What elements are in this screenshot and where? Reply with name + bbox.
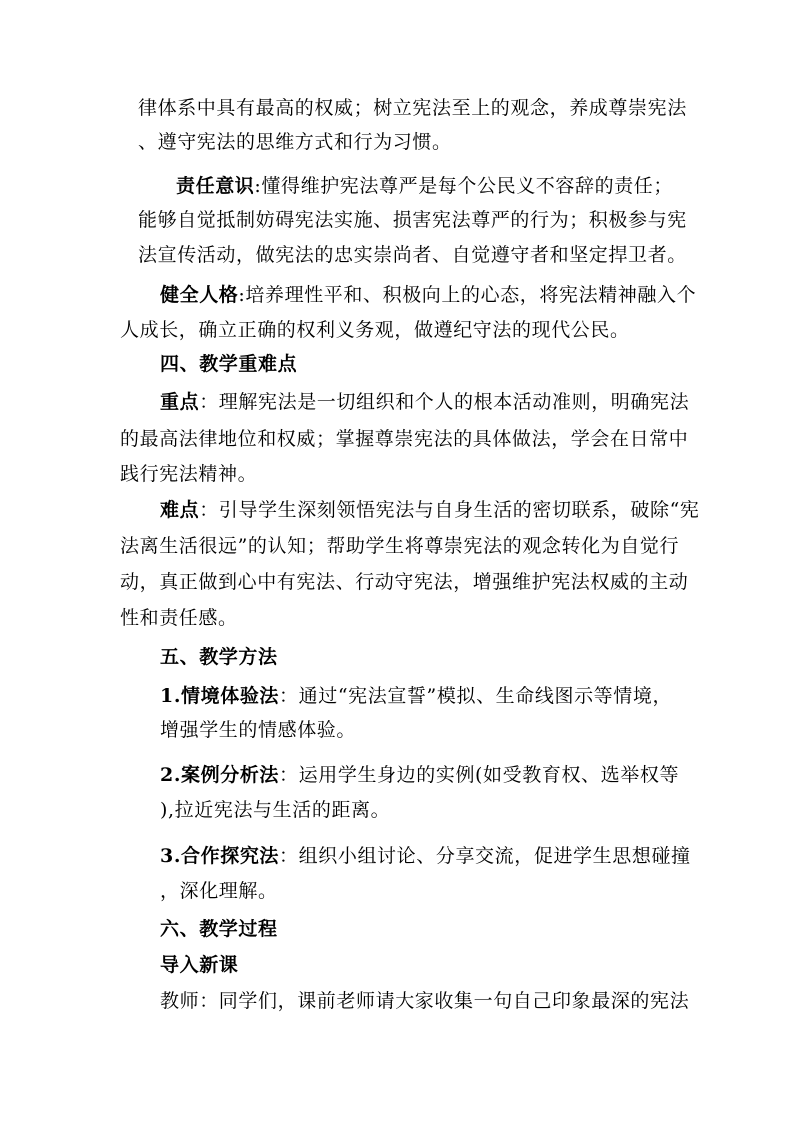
paragraph-line: ，深化理解。	[160, 880, 278, 902]
sub-heading-intro: 导入新课	[160, 954, 239, 976]
paragraph-line: 能够自觉抵制妨碍宪法实施、损害宪法尊严的行为；积极参与宪	[138, 209, 687, 231]
method-1-line	[160, 684, 672, 708]
personality-label: 健全人格	[160, 284, 239, 306]
section-heading-6: 六、教学过程	[160, 918, 278, 940]
personality-line	[160, 283, 696, 307]
paragraph-line: 践行宪法精神。	[120, 463, 258, 485]
paragraph-line: 法宣传活动，做宪法的忠实崇尚者、自觉遵守者和坚定捍卫者。	[138, 244, 687, 266]
paragraph-line: ),拉近宪法与生活的距离。	[160, 799, 391, 821]
paragraph-line: 法离生活很远”的认知；帮助学生将尊崇宪法的观念转化为自觉行	[120, 535, 680, 557]
difficult-point-text: ：引导学生深刻领悟宪法与自身生活的密切联系，破除“宪	[199, 499, 700, 521]
difficult-point-line	[160, 498, 700, 522]
method-3-label: 3.合作探究法	[160, 845, 280, 867]
paragraph-line: 律体系中具有最高的权威；树立宪法至上的观念，养成尊崇宪法	[138, 97, 687, 119]
personality-text: :培养理性平和、积极向上的心态，将宪法精神融入个	[238, 284, 697, 306]
key-point-text: ：理解宪法是一切组织和个人的根本活动准则，明确宪法	[199, 391, 690, 413]
method-2-text: ：运用学生身边的实例(如受教育权、选举权等	[279, 764, 680, 786]
method-3-line	[160, 844, 691, 868]
key-point-label: 重点	[160, 391, 200, 413]
responsibility-label: 责任意识	[176, 175, 255, 197]
paragraph-line: 教师：同学们，课前老师请大家收集一句自己印象最深的宪法	[160, 990, 690, 1012]
method-2-label: 2.案例分析法	[160, 764, 280, 786]
method-1-text: ：通过“宪法宣誓”模拟、生命线图示等情境，	[279, 685, 673, 707]
paragraph-line: 的最高法律地位和权威；掌握尊崇宪法的具体做法，学会在日常中	[120, 428, 689, 450]
method-3-text: ：组织小组讨论、分享交流，促进学生思想碰撞	[279, 845, 691, 867]
paragraph-line: 人成长，确立正确的权利义务观，做遵纪守法的现代公民。	[120, 319, 630, 341]
section-heading-4: 四、教学重难点	[160, 353, 298, 375]
method-2-line	[160, 763, 679, 787]
paragraph-line: 增强学生的情感体验。	[160, 719, 357, 741]
paragraph-line: 性和责任感。	[120, 607, 238, 629]
key-point-line	[160, 390, 689, 414]
paragraph-line: 动，真正做到心中有宪法、行动守宪法，增强维护宪法权威的主动	[120, 571, 689, 593]
responsibility-text: :懂得维护宪法尊严是每个公民义不容辞的责任；	[254, 175, 674, 197]
method-1-label: 1.情境体验法	[160, 685, 280, 707]
section-heading-5: 五、教学方法	[160, 646, 278, 668]
responsibility-line	[176, 174, 673, 198]
difficult-point-label: 难点	[160, 499, 200, 521]
paragraph-line: 、遵守宪法的思维方式和行为习惯。	[138, 131, 452, 153]
